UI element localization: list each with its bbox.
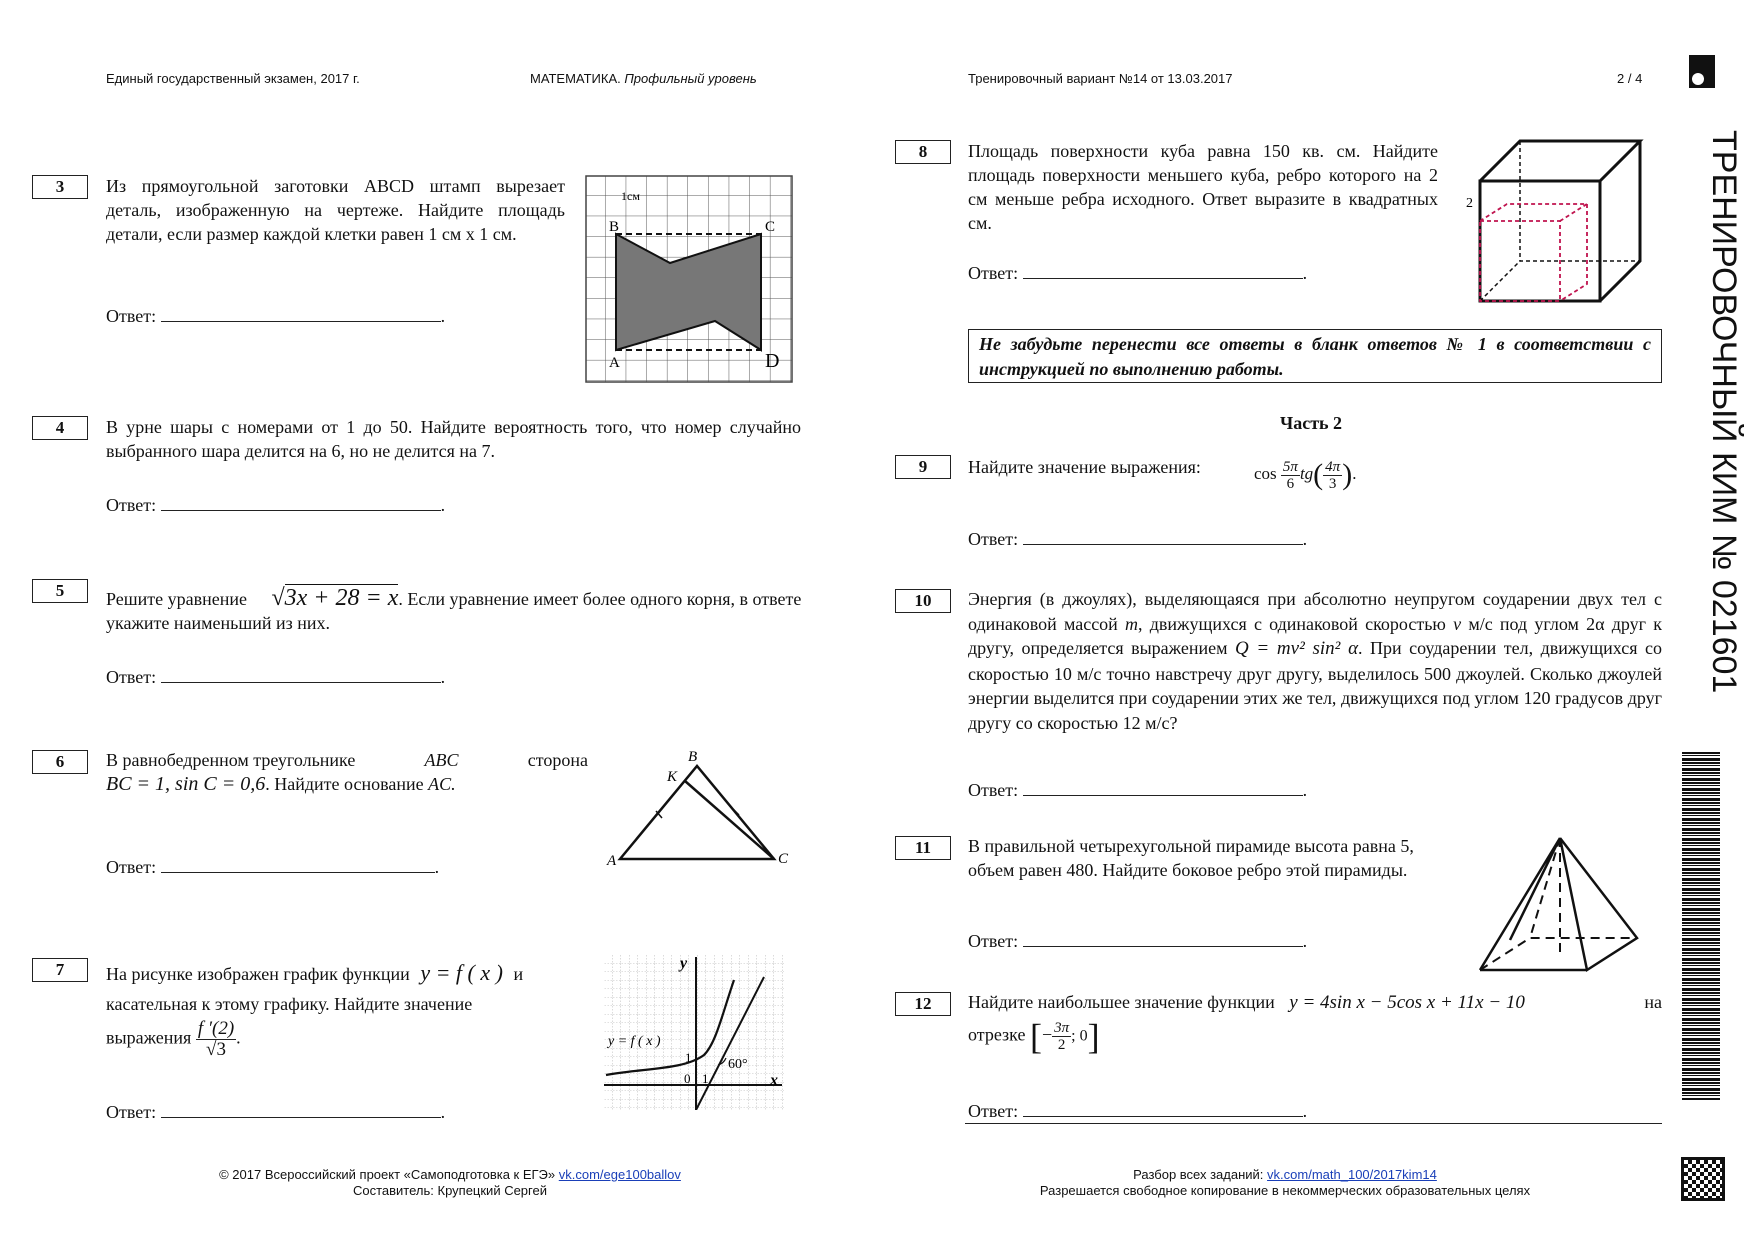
label-b: B	[609, 219, 620, 235]
grid	[604, 955, 784, 1110]
task-5-post: . Если уравнение имеет более одного корня, в ответе укажите наименьший из них.	[106, 589, 802, 633]
task-9-frac2	[1323, 459, 1342, 492]
label-fx: y = f ( x )	[608, 1034, 661, 1049]
part-2-title: Часть 2	[1280, 413, 1343, 433]
task-10-text	[968, 587, 1662, 735]
task-12-seg-den: 2	[1057, 1037, 1066, 1053]
task-10-text1: Энергия (в джоулях), выделяющаяся при абсолютно неупругом соударении двух тел с одинаковой массой	[968, 589, 1662, 634]
label-y: y	[680, 955, 688, 972]
answer-label: Ответ:	[968, 931, 1019, 951]
task-6-line1	[106, 748, 588, 772]
label-a: A	[607, 853, 617, 869]
task-11-answer: Ответ: .	[968, 931, 1308, 951]
task-9-cos: cos	[1254, 463, 1277, 483]
barcode	[1682, 752, 1720, 1100]
label-d: D	[765, 350, 780, 372]
header-subject-name: МАТЕМАТИКА.	[530, 71, 621, 86]
task-3-answer: Ответ: .	[106, 306, 446, 326]
answer-line[interactable]	[161, 856, 435, 873]
task-7-pre: На рисунке изображен график функции	[106, 964, 410, 984]
answer-line[interactable]	[1023, 262, 1303, 279]
answer-label: Ответ:	[106, 667, 157, 687]
answer-line[interactable]	[161, 1101, 441, 1118]
bottom-rule	[965, 1123, 1662, 1124]
small-cube-top	[1480, 204, 1587, 221]
cube-top	[1480, 141, 1640, 181]
task-4-number: 4	[32, 416, 88, 440]
task-9-frac1	[1281, 459, 1300, 492]
task-6-abc: ABC	[424, 750, 459, 770]
side-title-wrap	[1705, 130, 1745, 730]
cube-front	[1480, 181, 1600, 301]
task-9-d1: 6	[1286, 475, 1295, 492]
task-10-answer: Ответ: .	[968, 780, 1308, 800]
task-10-text2: , движущихся с одинаковой скоростью	[1138, 613, 1446, 634]
answer-line[interactable]	[161, 666, 441, 683]
footer-right	[1000, 1167, 1570, 1199]
task-12-seg-end: ; 0	[1071, 1027, 1088, 1045]
task-4-answer: Ответ: .	[106, 495, 446, 515]
task-7-and: и	[513, 964, 524, 984]
task-12-on: на	[1644, 992, 1662, 1012]
task-12-segment: отрезке [− $\frac{3\pi}{2}$ ; 0]	[968, 1016, 1100, 1057]
task-12-answer: Ответ: .	[968, 1101, 1308, 1121]
segment-ck	[685, 781, 774, 859]
label-a: A	[609, 355, 620, 371]
label-one: 1	[685, 1050, 692, 1065]
task-10-text3: м/с под углом 2α друг к другу, определяется выражением	[968, 613, 1663, 658]
task-10-v: v	[1453, 613, 1462, 634]
header-variant: Тренировочный вариант №14 от 13.03.2017	[968, 71, 1233, 86]
label-one-x: 1	[702, 1071, 709, 1086]
task-7-denom: √3	[206, 1039, 226, 1060]
task-8-figure	[1460, 136, 1645, 306]
task-9-pre: Найдите значение выражения:	[968, 457, 1201, 477]
task-9-number: 9	[895, 455, 951, 479]
footer-left	[150, 1167, 750, 1199]
task-7-number: 7	[32, 958, 88, 982]
task-7-line2: касательная к этому графику. Найдите значение	[106, 994, 473, 1014]
header-exam: Единый государственный экзамен, 2017 г.	[106, 71, 360, 86]
small-cube-side	[1560, 204, 1587, 301]
task-6-ac: AC.	[428, 774, 456, 794]
task-12-number: 12	[895, 992, 951, 1016]
task-5-text	[106, 586, 806, 635]
task-3-text: Из прямоугольной заготовки ABCD штамп вырезает деталь, изображенную на чертеже. Найдите площадь детали, если размер каждой клетки равен 1 см х 1 см.	[106, 176, 565, 244]
task-5-answer: Ответ: .	[106, 667, 446, 687]
task-7-figure	[604, 955, 784, 1110]
task-6-text	[106, 748, 588, 796]
task-9-n2: 4π	[1325, 458, 1341, 475]
corner-marker	[1689, 55, 1715, 88]
page-number: 2 / 4	[1617, 71, 1643, 86]
footer-copy: Разрешается свободное копирование в некоммерческих образовательных целях	[1039, 1183, 1531, 1198]
answer-label: Ответ:	[968, 529, 1019, 549]
task-12-pre: Найдите наибольшее значение функции	[968, 992, 1275, 1012]
task-10-m: m	[1125, 613, 1139, 634]
task-11-figure	[1470, 830, 1650, 975]
label-two: 2	[1466, 196, 1473, 211]
answer-line[interactable]	[1023, 930, 1303, 947]
answer-label: Ответ:	[968, 1101, 1019, 1121]
footer-project: © 2017 Всероссийский проект «Самоподготовка к ЕГЭ»	[219, 1167, 556, 1182]
label-c: C	[765, 219, 776, 235]
cube-hidden-edge	[1480, 261, 1520, 301]
pyramid-edges-right	[1560, 838, 1637, 970]
task-9-tg: tg	[1299, 463, 1314, 483]
task-7-answer: Ответ: .	[106, 1102, 446, 1122]
task-7-numer: f ′(2)	[197, 1018, 235, 1039]
qr-code	[1681, 1157, 1725, 1201]
answer-label: Ответ:	[106, 306, 157, 326]
task-3-number: 3	[32, 175, 88, 199]
task-10-number: 10	[895, 589, 951, 613]
task-9-d2: 3	[1328, 475, 1337, 492]
answer-line[interactable]	[1023, 1100, 1303, 1117]
scale-label: 1см	[621, 189, 640, 203]
side-title: ТРЕНИРОВОЧНЫЙ КИМ № 021601	[1705, 130, 1743, 694]
task-8-text: Площадь поверхности куба равна 150 кв. см. Найдите площадь поверхности меньшего куба, ребро которого на 2 см меньше ребра исходного. Ответ выразите в квадратных см.	[968, 141, 1438, 233]
task-12-frac	[1052, 1020, 1071, 1053]
task-12-func: y = 4sin x − 5cos x + 11x − 10	[1289, 992, 1525, 1013]
label-zero: 0	[684, 1071, 691, 1086]
footer-author: Составитель: Крупецкий Сергей	[352, 1183, 547, 1198]
footer-right-line1	[1000, 1167, 1570, 1183]
task-5-formula-text: 3x + 28 = x	[284, 585, 399, 611]
task-9-answer: Ответ: .	[968, 529, 1308, 549]
notice-box: Не забудьте перенести все ответы в бланк ответов № 1 в соответствии с инструкцией по выполнению работы.	[968, 329, 1662, 383]
task-6-cond: BC = 1, sin C = 0,6	[106, 773, 266, 795]
pyramid-edges-left	[1480, 838, 1560, 970]
task-6-mid: сторона	[527, 750, 588, 770]
footer-right-link[interactable]: vk.com/math_100/2017kim14	[1267, 1167, 1437, 1182]
task-6-pre: В равнобедренном треугольнике	[106, 750, 356, 770]
task-5-number: 5	[32, 579, 88, 603]
footer-left-line1	[150, 1167, 750, 1183]
answer-label: Ответ:	[106, 1102, 157, 1122]
task-7-func: y = f ( x )	[420, 960, 503, 985]
header-level: Профильный уровень	[624, 71, 757, 86]
task-3-figure	[585, 175, 793, 383]
task-5-pre: Решите уравнение	[106, 589, 247, 609]
label-c: C	[778, 851, 789, 867]
task-5-formula: √3x + 28 = x	[271, 585, 399, 611]
answer-label: Ответ:	[106, 495, 157, 515]
task-10-text4: . При соударении тел, движущихся со скоростью 10 м/с точно навстречу друг другу, выделилось 500 джоулей. Сколько джоулей энергии выделится при соударении этих же тел, движущихся под углом 120 градусов друг другу со скоростью 12 м/с?	[968, 638, 1662, 733]
task-6-figure	[600, 745, 800, 870]
task-6-number: 6	[32, 750, 88, 774]
label-b: B	[688, 749, 698, 765]
header-subject	[530, 71, 757, 86]
task-6-answer: Ответ: .	[106, 857, 440, 877]
answer-line[interactable]	[161, 305, 441, 322]
label-x: x	[770, 1072, 778, 1089]
triangle	[620, 766, 774, 859]
answer-line[interactable]	[161, 494, 441, 511]
answer-label: Ответ:	[968, 263, 1019, 283]
task-6-post: . Найдите основание	[265, 774, 424, 794]
answer-line[interactable]	[1023, 528, 1303, 545]
answer-label: Ответ:	[968, 780, 1019, 800]
cube-side	[1600, 141, 1640, 301]
task-7-expr-pre: выражения	[106, 1027, 192, 1048]
label-k: K	[667, 769, 678, 785]
task-11-text: В правильной четырехугольной пирамиде высота равна 5, объем равен 480. Найдите боковое ребро этой пирамиды.	[968, 836, 1414, 880]
answer-line[interactable]	[1023, 779, 1303, 796]
task-9-n1: 5π	[1282, 458, 1298, 475]
task-7-fraction	[196, 1019, 236, 1060]
label-angle: 60°	[728, 1057, 748, 1072]
task-11-number: 11	[895, 836, 951, 860]
task-8-number: 8	[895, 140, 951, 164]
task-10-formula: Q = mv² sin² α	[1234, 638, 1359, 659]
task-6-line2	[106, 772, 588, 796]
answer-label: Ответ:	[106, 857, 157, 877]
task-12-seg-pre: отрезке	[968, 1024, 1026, 1045]
footer-left-link[interactable]: vk.com/ege100ballov	[558, 1167, 681, 1182]
task-9-formula: cos $\frac{5\pi}{6}$ tg( $\frac{4\pi}{3}$ ).	[1254, 458, 1357, 492]
task-8-answer: Ответ: .	[968, 263, 1308, 283]
task-7-text: На рисунке изображен график функции y = f ( x ) и касательная к этому графику. Найдите значение выражения $\frac{f '(2)}{√3}$ .	[106, 960, 524, 1060]
footer-analysis: Разбор всех заданий:	[1133, 1167, 1264, 1182]
task-4-text: В урне шары с номерами от 1 до 50. Найдите вероятность того, что номер случайно выбранного шара делится на 6, но не делится на 7.	[106, 417, 801, 461]
task-12-text	[968, 990, 1662, 1015]
task-12-seg-num: 3π	[1054, 1020, 1070, 1036]
